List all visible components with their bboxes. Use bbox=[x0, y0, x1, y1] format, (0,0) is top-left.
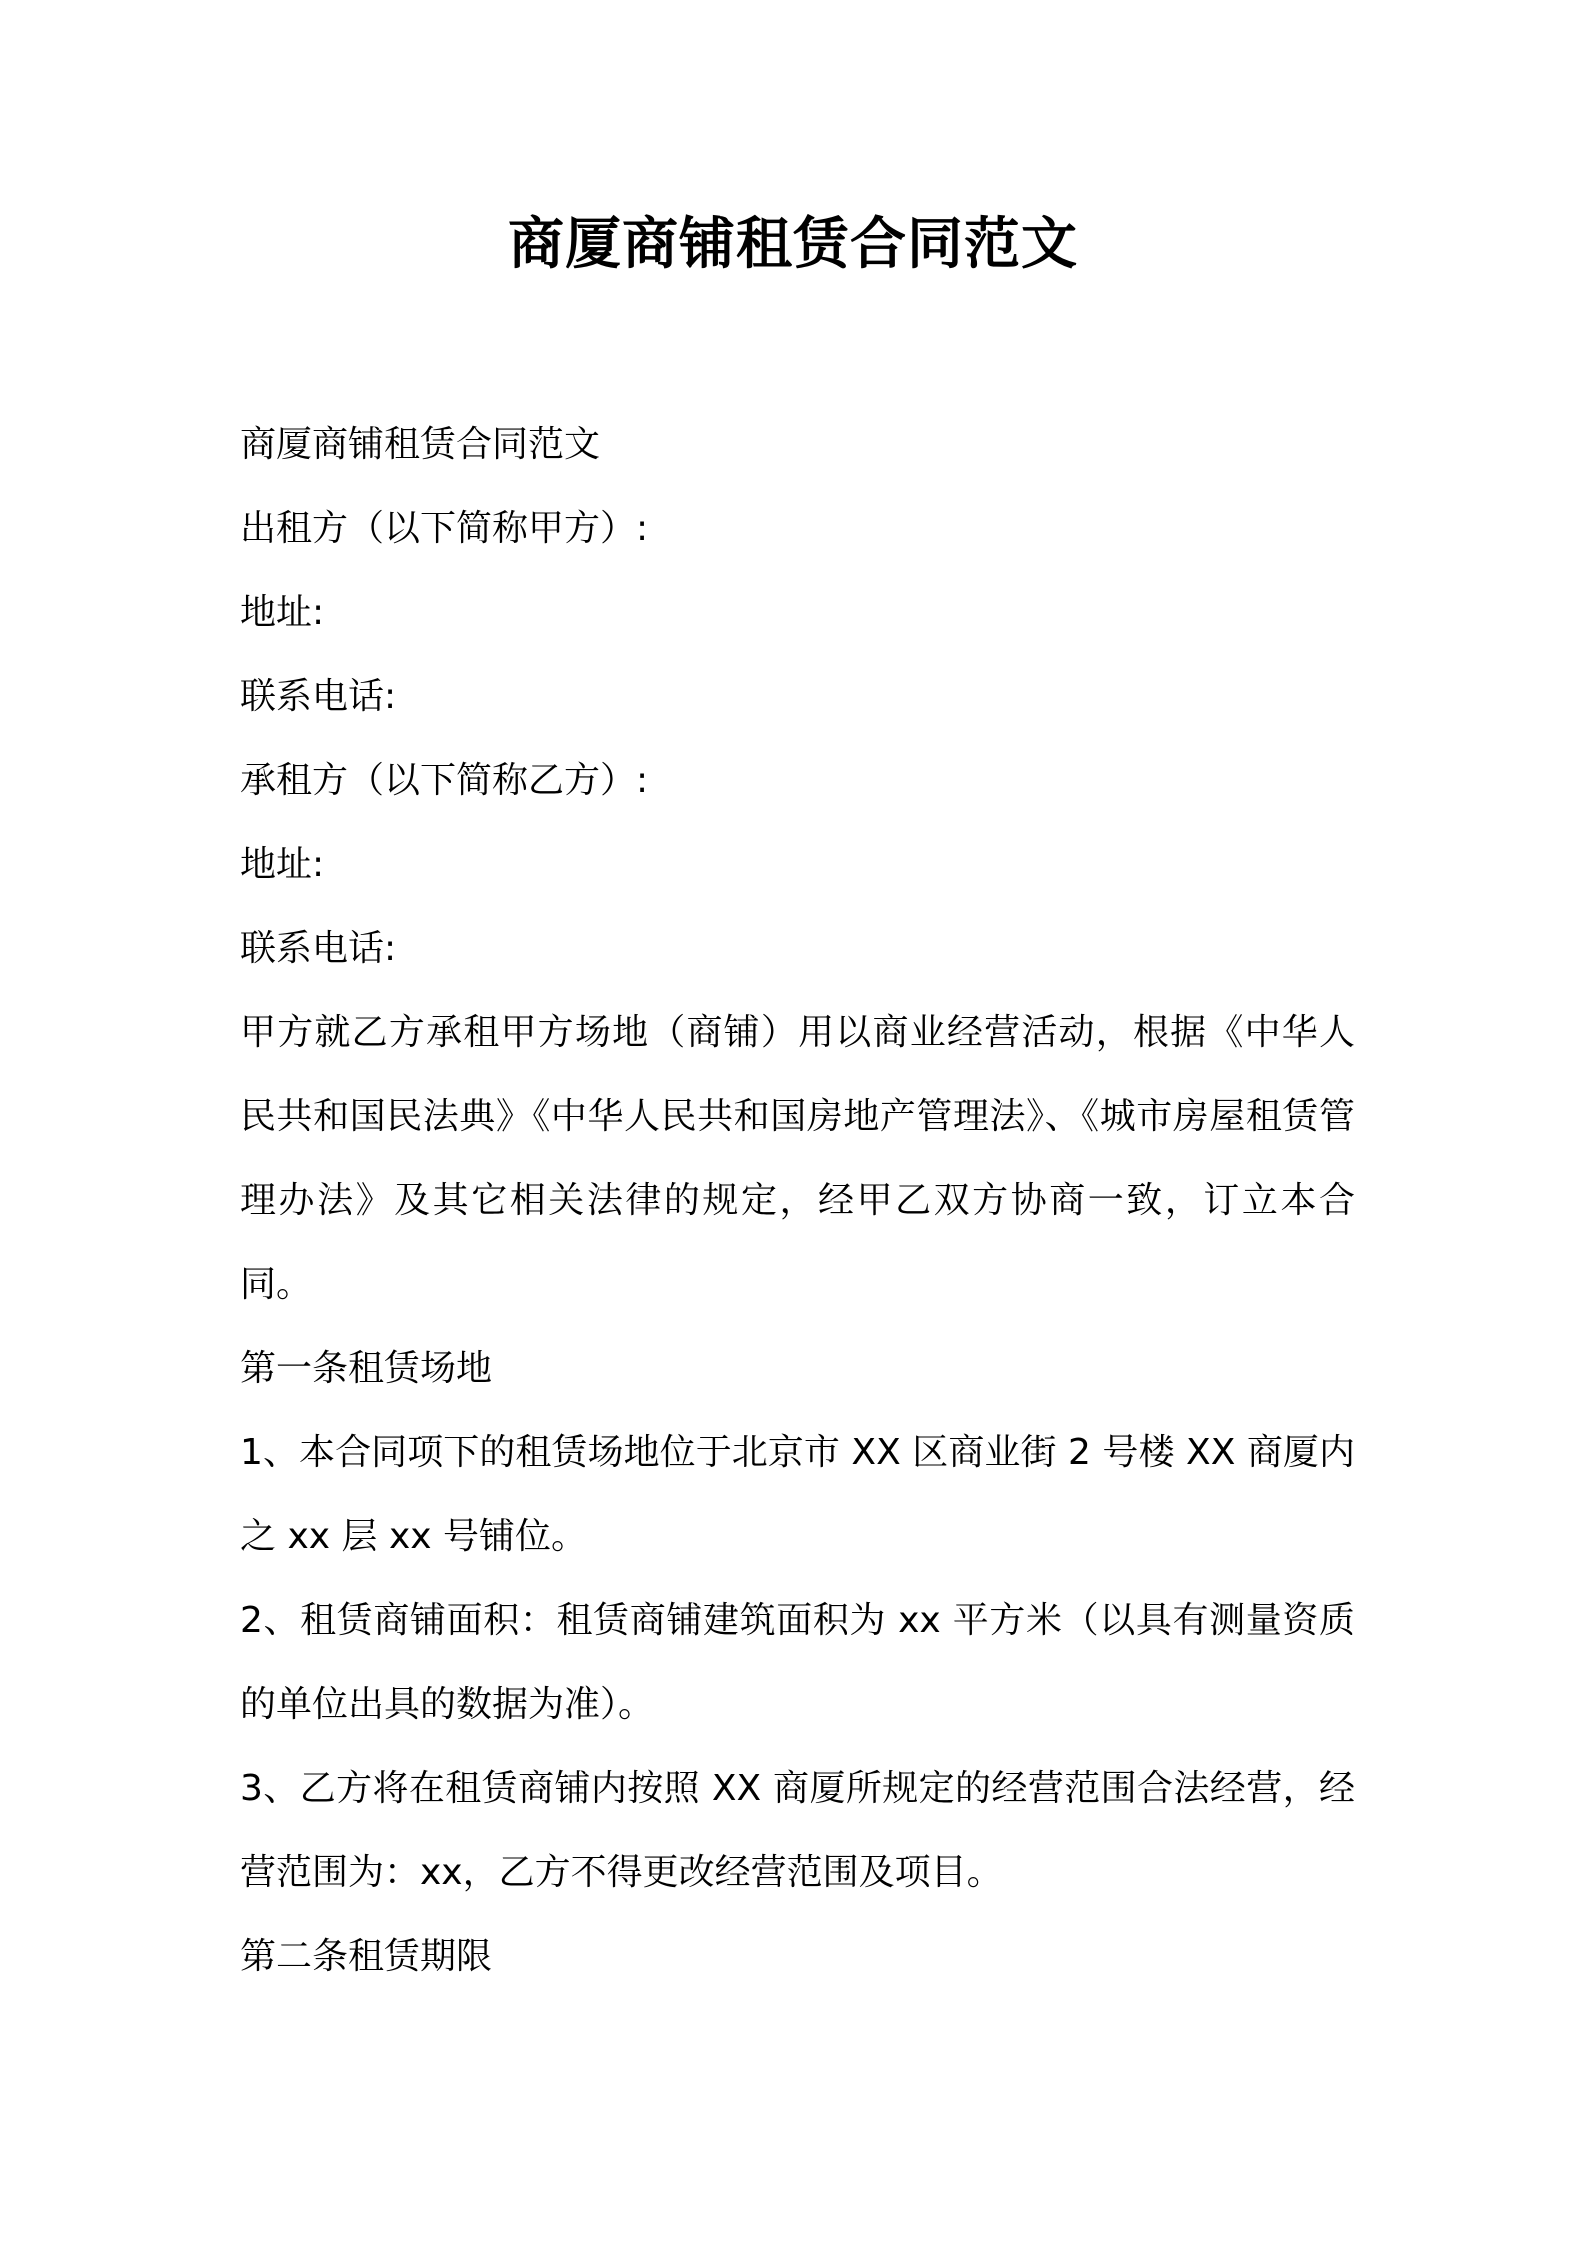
paragraph-lessee-phone: 联系电话: bbox=[240, 928, 397, 969]
paragraph-article-1-item-3: 3、乙方将在租赁商铺内按照 XX 商厦所规定的经营范围合法经营，经营范围为：xx，乙方不得更改经营范围及项目。 bbox=[240, 1768, 1355, 1893]
document-body bbox=[240, 403, 1355, 1999]
paragraph-lessor: 出租方（以下简称甲方）: bbox=[240, 508, 649, 549]
paragraph-article-1-item-1: 1、本合同项下的租赁场地位于北京市 XX 区商业街 2 号楼 XX 商厦内之 xx 层 xx 号铺位。 bbox=[240, 1432, 1355, 1557]
paragraph-lessor-address: 地址: bbox=[240, 592, 325, 633]
paragraph-lessor-phone: 联系电话: bbox=[240, 676, 397, 717]
paragraph-preamble: 甲方就乙方承租甲方场地（商铺）用以商业经营活动，根据《中华人民共和国民法典》《中华人民共和国房地产管理法》、《城市房屋租赁管理办法》及其它相关法律的规定，经甲乙双方协商一致，订立本合同。 bbox=[240, 1012, 1355, 1305]
paragraph-article-2-heading: 第二条租赁期限 bbox=[240, 1936, 493, 1977]
paragraph-heading: 商厦商铺租赁合同范文 bbox=[240, 424, 601, 465]
document-title: 商厦商铺租赁合同范文 bbox=[508, 212, 1078, 277]
paragraph-article-1-heading: 第一条租赁场地 bbox=[240, 1348, 493, 1389]
paragraph-lessee-address: 地址: bbox=[240, 844, 325, 885]
paragraph-article-1-item-2: 2、租赁商铺面积：租赁商铺建筑面积为 xx 平方米（以具有测量资质的单位出具的数据为准）。 bbox=[240, 1600, 1355, 1725]
paragraph-lessee: 承租方（以下简称乙方）: bbox=[240, 760, 649, 801]
